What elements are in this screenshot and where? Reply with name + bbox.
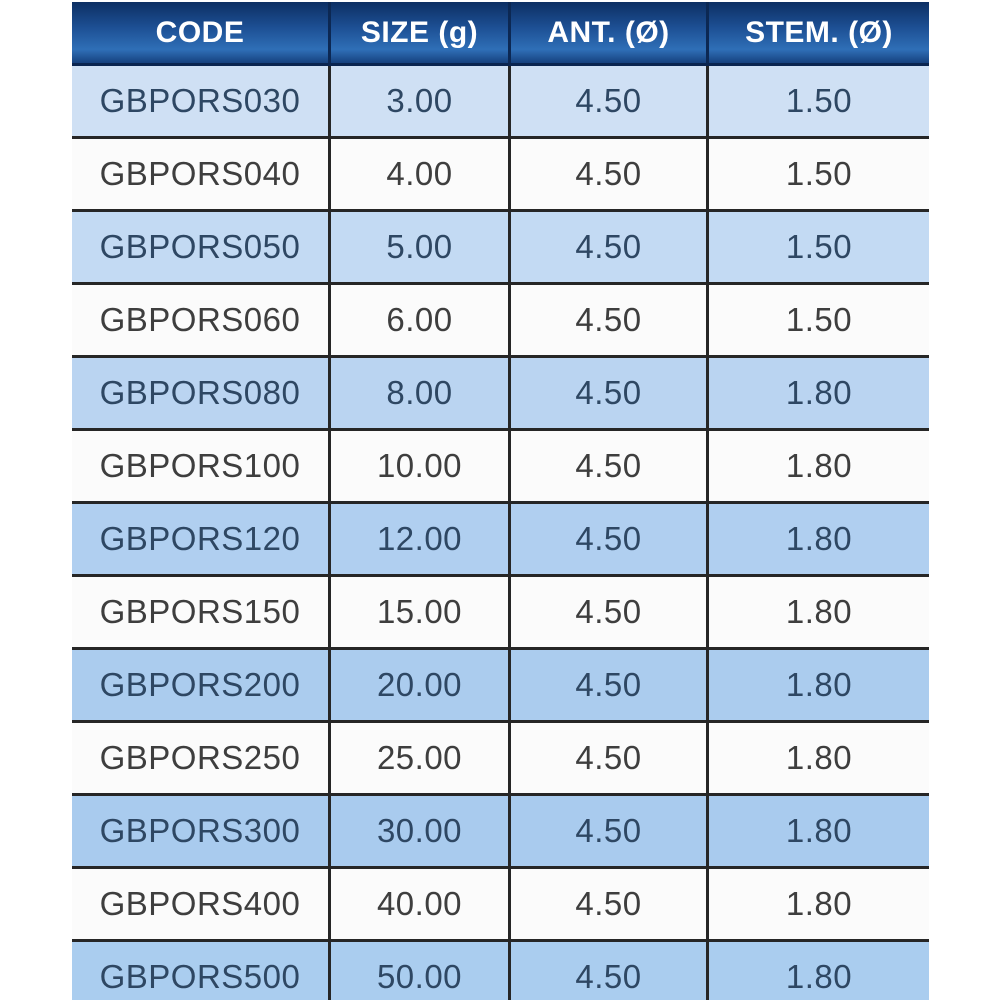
cell-size: 12.00: [331, 504, 511, 574]
cell-size: 25.00: [331, 723, 511, 793]
cell-code: GBPORS080: [72, 358, 331, 428]
table-row: [72, 723, 929, 796]
cell-ant: 4.50: [511, 723, 709, 793]
cell-stem: 1.80: [785, 958, 853, 995]
cell-code: GBPORS200: [72, 650, 331, 720]
cell-ant: 4.50: [511, 942, 709, 1000]
cell-code: GBPORS050: [72, 212, 331, 282]
cell-ant: 4.50: [511, 139, 709, 209]
column-header-ant-diameter: ANT. (Ø): [511, 2, 709, 63]
cell-stem: 1.50: [785, 301, 853, 338]
cell-size: 30.00: [331, 796, 511, 866]
cell-stem: 1.80: [785, 812, 853, 849]
cell-ant: 4.50: [511, 869, 709, 939]
table-row: [72, 869, 929, 942]
table-row: [72, 212, 929, 285]
cell-ant: 4.50: [511, 212, 709, 282]
cell-size: 10.00: [331, 431, 511, 501]
cell-code: GBPORS250: [72, 723, 331, 793]
table-header-row: [72, 2, 929, 66]
cell-stem: 1.50: [785, 228, 853, 265]
cell-ant: 4.50: [511, 358, 709, 428]
cell-code: GBPORS120: [72, 504, 331, 574]
table-row: [72, 66, 929, 139]
table-row: [72, 577, 929, 650]
cell-code: GBPORS060: [72, 285, 331, 355]
cell-ant: 4.50: [511, 650, 709, 720]
cell-stem: 1.80: [785, 520, 853, 557]
cell-size: 15.00: [331, 577, 511, 647]
column-header-size: SIZE (g): [331, 2, 511, 63]
cell-ant: 4.50: [511, 577, 709, 647]
table-row: [72, 139, 929, 212]
column-header-stem-diameter: STEM. (Ø): [745, 15, 893, 49]
cell-code: GBPORS030: [72, 66, 331, 136]
cell-code: GBPORS500: [72, 942, 331, 1000]
column-header-code: CODE: [72, 2, 331, 63]
cell-size: 8.00: [331, 358, 511, 428]
cell-size: 6.00: [331, 285, 511, 355]
cell-size: 3.00: [331, 66, 511, 136]
cell-stem: 1.80: [785, 885, 853, 922]
table-body: [72, 66, 929, 1000]
cell-code: GBPORS100: [72, 431, 331, 501]
cell-code: GBPORS040: [72, 139, 331, 209]
cell-ant: 4.50: [511, 431, 709, 501]
table-row: [72, 796, 929, 869]
cell-size: 40.00: [331, 869, 511, 939]
product-spec-table: [72, 2, 929, 1000]
cell-size: 5.00: [331, 212, 511, 282]
cell-size: 4.00: [331, 139, 511, 209]
table-row: [72, 942, 929, 1000]
cell-stem: 1.80: [785, 374, 853, 411]
cell-ant: 4.50: [511, 504, 709, 574]
cell-ant: 4.50: [511, 796, 709, 866]
cell-stem: 1.50: [785, 82, 853, 119]
table-row: [72, 504, 929, 577]
cell-code: GBPORS400: [72, 869, 331, 939]
table-row: [72, 431, 929, 504]
cell-code: GBPORS150: [72, 577, 331, 647]
cell-stem: 1.50: [785, 155, 853, 192]
cell-size: 20.00: [331, 650, 511, 720]
cell-stem: 1.80: [785, 666, 853, 703]
cell-stem: 1.80: [785, 739, 853, 776]
cell-stem: 1.80: [785, 593, 853, 630]
cell-size: 50.00: [331, 942, 511, 1000]
cell-stem: 1.80: [785, 447, 853, 484]
cell-code: GBPORS300: [72, 796, 331, 866]
cell-ant: 4.50: [511, 66, 709, 136]
table-row: [72, 285, 929, 358]
cell-ant: 4.50: [511, 285, 709, 355]
table-row: [72, 650, 929, 723]
table-row: [72, 358, 929, 431]
